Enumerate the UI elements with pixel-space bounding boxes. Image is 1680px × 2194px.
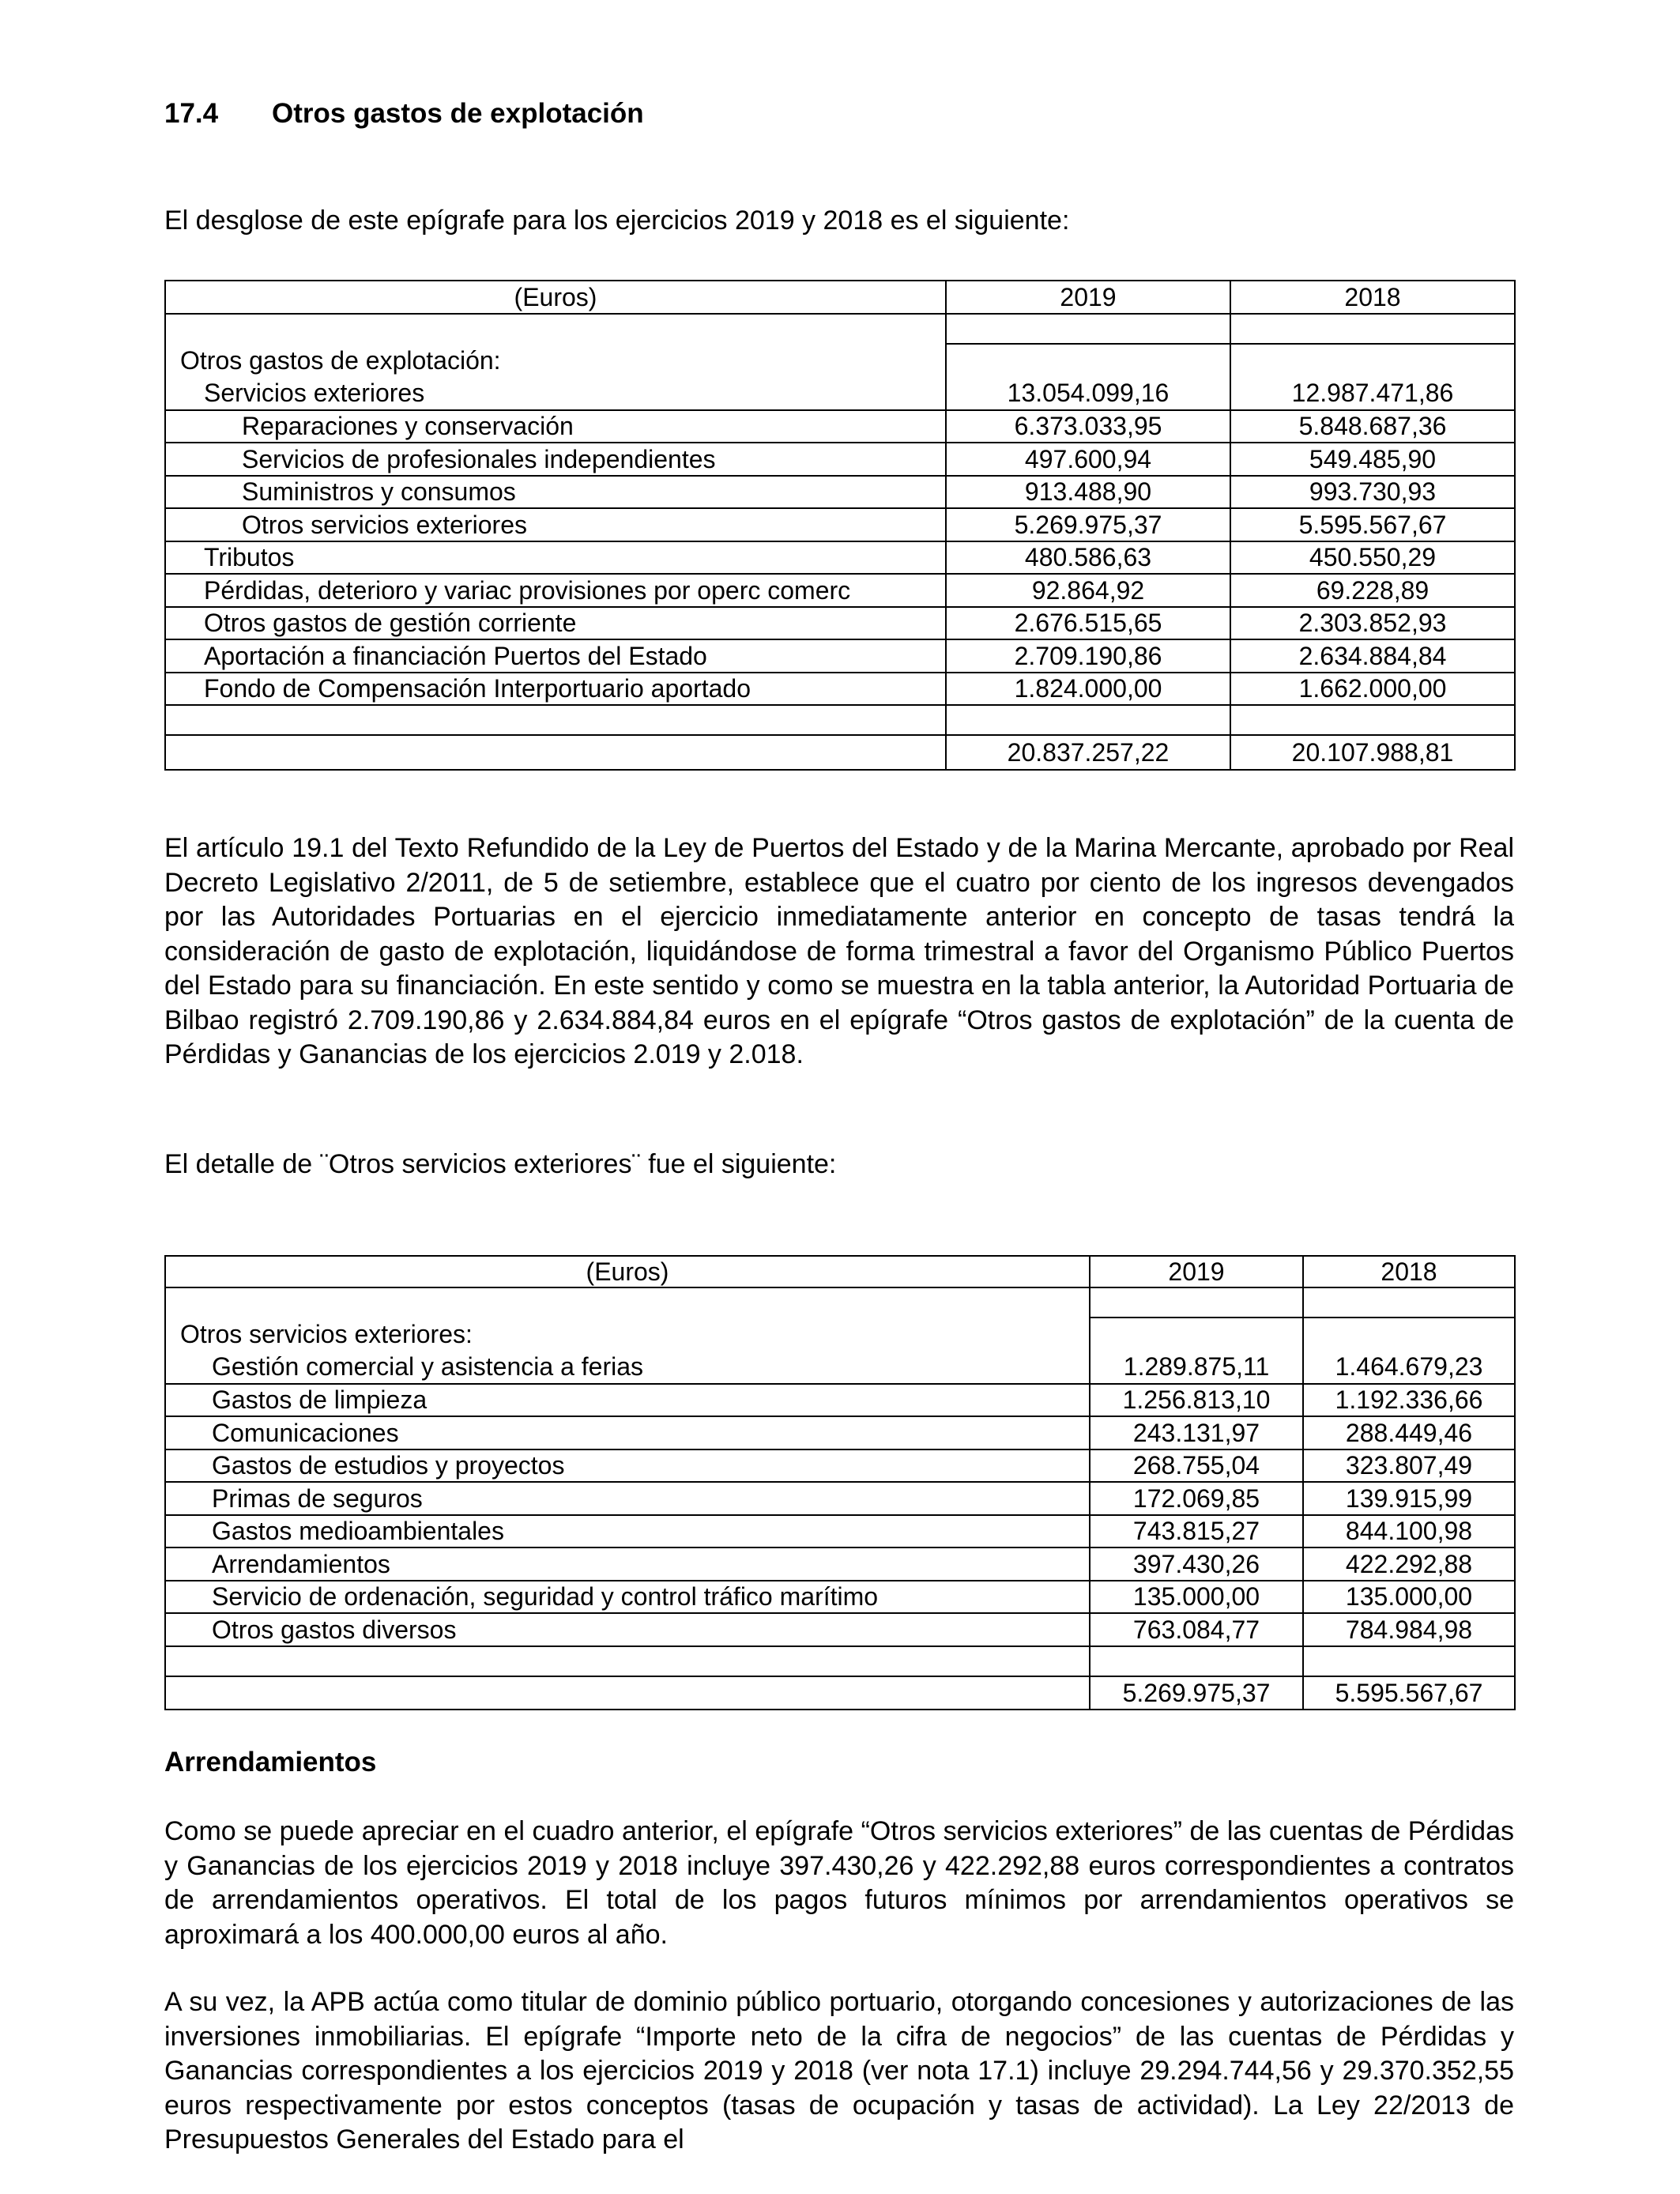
row-value-2018: 1.192.336,66	[1303, 1384, 1515, 1417]
row-value-2019: 480.586,63	[946, 541, 1230, 575]
row-value-2019: 1.824.000,00	[946, 673, 1230, 706]
table-row	[165, 1482, 1515, 1515]
table-total-row	[165, 735, 1515, 770]
row-label: Aportación a financiación Puertos del Estado	[204, 641, 707, 670]
section-title: Otros gastos de explotación	[272, 98, 644, 129]
table-row	[165, 476, 1515, 509]
row-value-2018: 1.662.000,00	[1230, 673, 1515, 706]
table-row	[165, 1581, 1515, 1614]
table-row	[165, 1449, 1515, 1483]
row-value-2019: 243.131,97	[1090, 1416, 1303, 1449]
subheading-arrendamientos: Arrendamientos	[164, 1747, 377, 1777]
total-2019: 5.269.975,37	[1090, 1676, 1303, 1710]
section-number: 17.4	[164, 98, 219, 129]
row-value-2019: 2.676.515,65	[946, 607, 1230, 640]
row-value-2018: 2.634.884,84	[1230, 639, 1515, 673]
row-label: Otros gastos diversos	[212, 1615, 457, 1644]
row-value-2018: 1.464.679,23	[1303, 1351, 1515, 1384]
total-2018: 5.595.567,67	[1303, 1676, 1515, 1710]
row-value-2019: 268.755,04	[1090, 1449, 1303, 1483]
row-label: Gastos medioambientales	[212, 1517, 504, 1546]
row-value-2018: 422.292,88	[1303, 1547, 1515, 1581]
total-2018: 20.107.988,81	[1230, 735, 1515, 770]
header-2018: 2018	[1303, 1256, 1515, 1287]
table-row	[165, 574, 1515, 607]
header-2018: 2018	[1230, 281, 1515, 314]
row-value-2018: 12.987.471,86	[1230, 377, 1515, 410]
table-spacer-row	[165, 705, 1515, 735]
row-value-2018: 5.595.567,67	[1230, 508, 1515, 541]
row-label: Fondo de Compensación Interportuario aportado	[204, 674, 751, 703]
row-label: Gastos de limpieza	[212, 1385, 428, 1415]
row-value-2018: 135.000,00	[1303, 1581, 1515, 1614]
intro-text: El desglose de este epígrafe para los ejercicios 2019 y 2018 es el siguiente:	[164, 205, 1070, 236]
row-label: Reparaciones y conservación	[242, 412, 574, 441]
row-value-2019: 6.373.033,95	[946, 410, 1230, 443]
row-label: Gestión comercial y asistencia a ferias	[212, 1352, 643, 1382]
row-value-2018: 5.848.687,36	[1230, 410, 1515, 443]
table-row	[165, 1384, 1515, 1417]
row-label: Arrendamientos	[212, 1549, 390, 1578]
table-header-row	[165, 1256, 1515, 1287]
services-table	[164, 1255, 1516, 1710]
table-row	[165, 1351, 1515, 1384]
table-row	[165, 639, 1515, 673]
row-value-2019: 2.709.190,86	[946, 639, 1230, 673]
row-value-2018: 549.485,90	[1230, 443, 1515, 476]
row-value-2019: 743.815,27	[1090, 1515, 1303, 1548]
group-label: Otros servicios exteriores:	[165, 1318, 1090, 1351]
table-row	[165, 541, 1515, 575]
detail-intro: El detalle de ¨Otros servicios exteriores¨ fue el siguiente:	[164, 1149, 837, 1179]
table-row	[165, 1613, 1515, 1646]
row-value-2019: 135.000,00	[1090, 1581, 1303, 1614]
row-value-2019: 92.864,92	[946, 574, 1230, 607]
row-label: Suministros y consumos	[242, 477, 516, 507]
table-spacer-row	[165, 1646, 1515, 1676]
row-value-2019: 13.054.099,16	[946, 377, 1230, 410]
table-row	[165, 1515, 1515, 1548]
row-label: Pérdidas, deterioro y variac provisiones por operc comerc	[204, 575, 851, 605]
row-label: Primas de seguros	[212, 1483, 423, 1513]
row-value-2019: 1.289.875,11	[1090, 1351, 1303, 1384]
body-paragraph-3: A su vez, la APB actúa como titular de dominio público portuario, otorgando concesiones y autorizaciones de las inversiones inmobiliarias. El epígrafe “Importe neto de la cifra de negocios” de las cuentas de Pérdidas y Ganancias correspondientes a los ejercicios 2019 y 2018 (ver nota 17.1) incluye 29.294.744,56 y 29.370.352,55 euros respectivamente por estos conceptos (tasas de ocupación y tasas de actividad). La Ley 22/2013 de Presupuestos Generales del Estado para el	[164, 1987, 1514, 2154]
row-value-2018: 288.449,46	[1303, 1416, 1515, 1449]
row-label: Servicios de profesionales independientes	[242, 444, 716, 473]
row-value-2019: 497.600,94	[946, 443, 1230, 476]
row-value-2018: 784.984,98	[1303, 1613, 1515, 1646]
row-value-2019: 172.069,85	[1090, 1482, 1303, 1515]
table-header-row	[165, 281, 1515, 314]
table-spacer-row	[165, 1287, 1515, 1318]
row-value-2018: 993.730,93	[1230, 476, 1515, 509]
row-value-2018: 323.807,49	[1303, 1449, 1515, 1483]
table-total-row	[165, 1676, 1515, 1710]
row-value-2019: 5.269.975,37	[946, 508, 1230, 541]
table-row	[165, 443, 1515, 476]
row-value-2019: 397.430,26	[1090, 1547, 1303, 1581]
header-euros: (Euros)	[165, 1256, 1090, 1287]
group-label: Otros gastos de explotación:	[165, 344, 946, 377]
table-group-row	[165, 1318, 1515, 1351]
table-row	[165, 377, 1515, 410]
table-spacer-row	[165, 314, 1515, 344]
row-label: Otros gastos de gestión corriente	[204, 609, 577, 638]
body-paragraph-1: El artículo 19.1 del Texto Refundido de la Ley de Puertos del Estado y de la Marina Mercante, aprobado por Real Decreto Legislativo 2/2011, de 5 de setiembre, establece que el cuatro por ciento de los ingresos devengados por las Autoridades Portuarias en el ejercicio inmediatamente anterior en concepto de tasas tendrá la consideración de gasto de explotación, liquidándose de forma trimestral a favor del Organismo Público Puertos del Estado para su financiación. En este sentido y como se muestra en la tabla anterior, la Autoridad Portuaria de Bilbao registró 2.709.190,86 y 2.634.884,84 euros en el epígrafe “Otros gastos de explotación” de la cuenta de Pérdidas y Ganancias de los ejercicios 2.019 y 2.018.	[164, 833, 1514, 1069]
row-value-2018: 139.915,99	[1303, 1482, 1515, 1515]
table-row	[165, 508, 1515, 541]
row-label: Tributos	[204, 543, 295, 572]
section-heading	[164, 98, 644, 130]
row-value-2018: 69.228,89	[1230, 574, 1515, 607]
row-label: Comunicaciones	[212, 1418, 399, 1447]
table-row	[165, 1416, 1515, 1449]
row-value-2018: 2.303.852,93	[1230, 607, 1515, 640]
row-value-2018: 844.100,98	[1303, 1515, 1515, 1548]
table-row	[165, 607, 1515, 640]
header-euros: (Euros)	[165, 281, 946, 314]
table-group-row	[165, 344, 1515, 377]
row-value-2019: 913.488,90	[946, 476, 1230, 509]
row-value-2018: 450.550,29	[1230, 541, 1515, 575]
row-value-2019: 1.256.813,10	[1090, 1384, 1303, 1417]
body-paragraph-2: Como se puede apreciar en el cuadro anterior, el epígrafe “Otros servicios exteriores” de las cuentas de Pérdidas y Ganancias de los ejercicios 2019 y 2018 incluye 397.430,26 y 422.292,88 euros correspondientes a contratos de arrendamientos operativos. El total de los pagos futuros mínimos por arrendamientos operativos se aproximará a los 400.000,00 euros al año.	[164, 1816, 1514, 1950]
header-2019: 2019	[946, 281, 1230, 314]
table-row	[165, 673, 1515, 706]
header-2019: 2019	[1090, 1256, 1303, 1287]
row-label: Gastos de estudios y proyectos	[212, 1451, 565, 1480]
row-label: Servicios exteriores	[204, 379, 425, 408]
total-2019: 20.837.257,22	[946, 735, 1230, 770]
row-label: Otros servicios exteriores	[242, 510, 527, 539]
row-label: Servicio de ordenación, seguridad y control tráfico marítimo	[212, 1582, 879, 1612]
table-row	[165, 1547, 1515, 1581]
expenses-table	[164, 280, 1516, 771]
row-value-2019: 763.084,77	[1090, 1613, 1303, 1646]
table-row	[165, 410, 1515, 443]
